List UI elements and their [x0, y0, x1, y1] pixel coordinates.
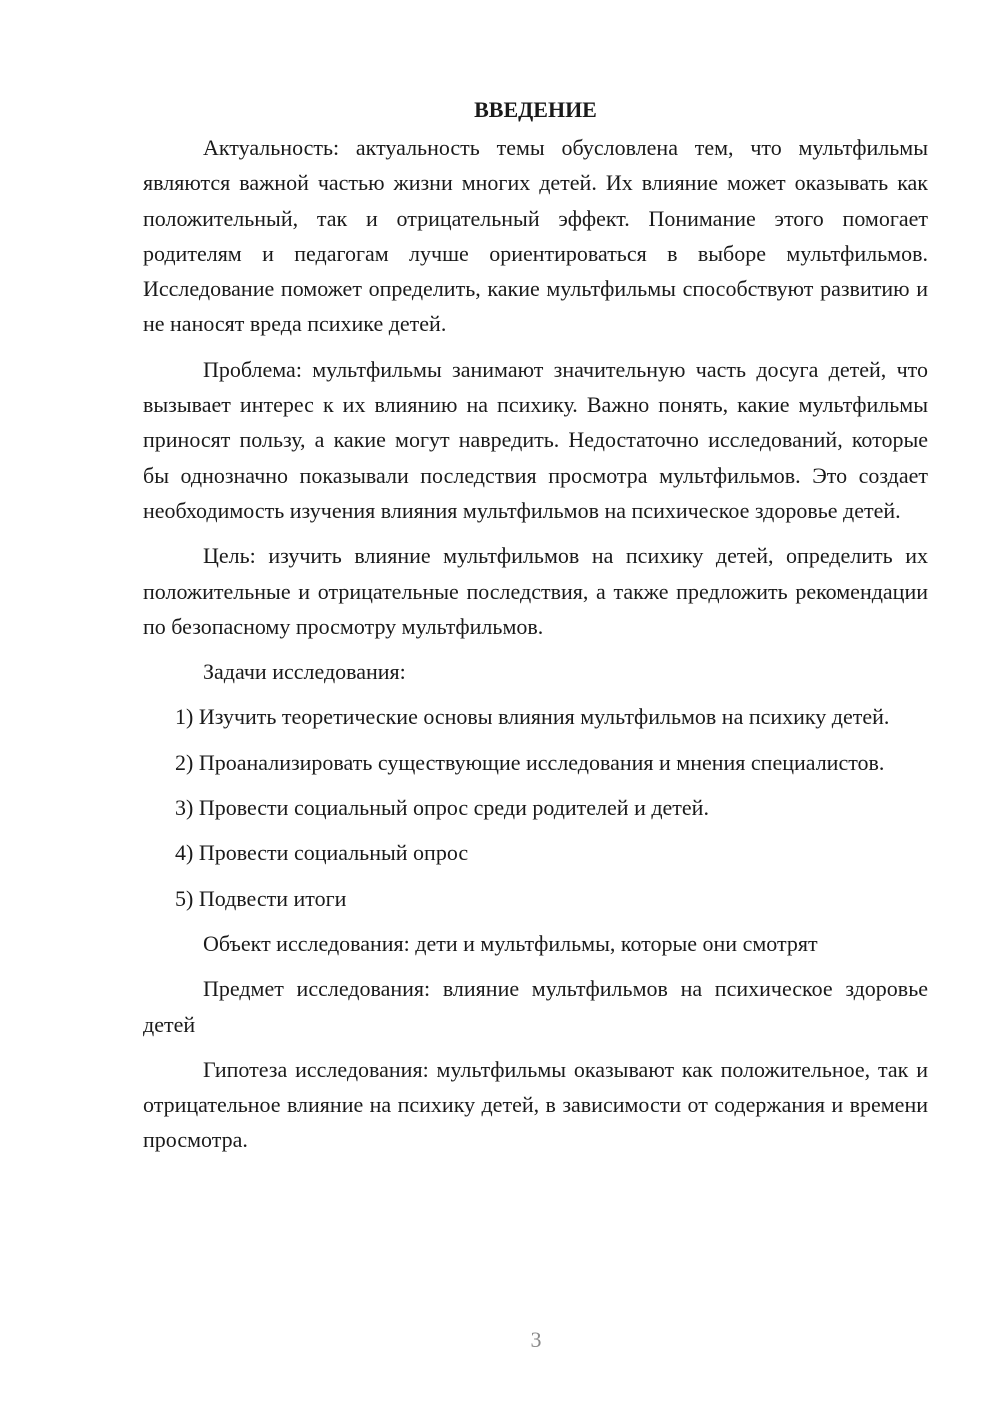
object-paragraph: Объект исследования: дети и мультфильмы, которые они смотрят — [203, 930, 818, 956]
task-item-2: 2) Проанализировать существующие исследования и мнения специалистов. — [175, 749, 885, 775]
document-page — [143, 92, 928, 1168]
relevance-paragraph: Актуальность: актуальность темы обусловлена тем, что мультфильмы являются важной частью жизни многих детей. Их влияние может оказывать как положительный, так и отрицательный эффект. Понимание этого помогает родителям и педагогам лучше ориентироваться в выборе мультфильмов. Исследование поможет определить, какие мультфильмы способствуют развитию и не наносят вреда психике детей. — [143, 135, 928, 337]
problem-paragraph: Проблема: мультфильмы занимают значительную часть досуга детей, что вызывает интерес к их влиянию на психику. Важно понять, какие мультфильмы приносят пользу, а какие могут навредить. Недостаточно исследований, которые бы однозначно показывали последствия просмотра мультфильмов. Это создает необходимость изучения влияния мультфильмов на психическое здоровье детей. — [143, 356, 928, 523]
task-item-3: 3) Провести социальный опрос среди родителей и детей. — [175, 795, 709, 821]
task-item-1: 1) Изучить теоретические основы влияния мультфильмов на психику детей. — [175, 704, 890, 730]
page-number: 3 — [530, 1327, 542, 1352]
task-item-5: 5) Подвести итоги — [175, 885, 347, 911]
goal-paragraph: Цель: изучить влияние мультфильмов на психику детей, определить их положительные и отрицательные последствия, а также предложить рекомендации по безопасному просмотру мультфильмов. — [143, 543, 928, 639]
task-item-4: 4) Провести социальный опрос — [175, 840, 469, 866]
hypothesis-paragraph: Гипотеза исследования: мультфильмы оказывают как положительное, так и отрицательное влияние на психику детей, в зависимости от содержания и времени просмотра. — [143, 1056, 928, 1153]
page-title: ВВЕДЕНИЕ — [474, 97, 597, 122]
tasks-heading: Задачи исследования: — [203, 659, 406, 685]
subject-paragraph: Предмет исследования: влияние мультфильмов на психическое здоровье детей — [143, 976, 928, 1037]
